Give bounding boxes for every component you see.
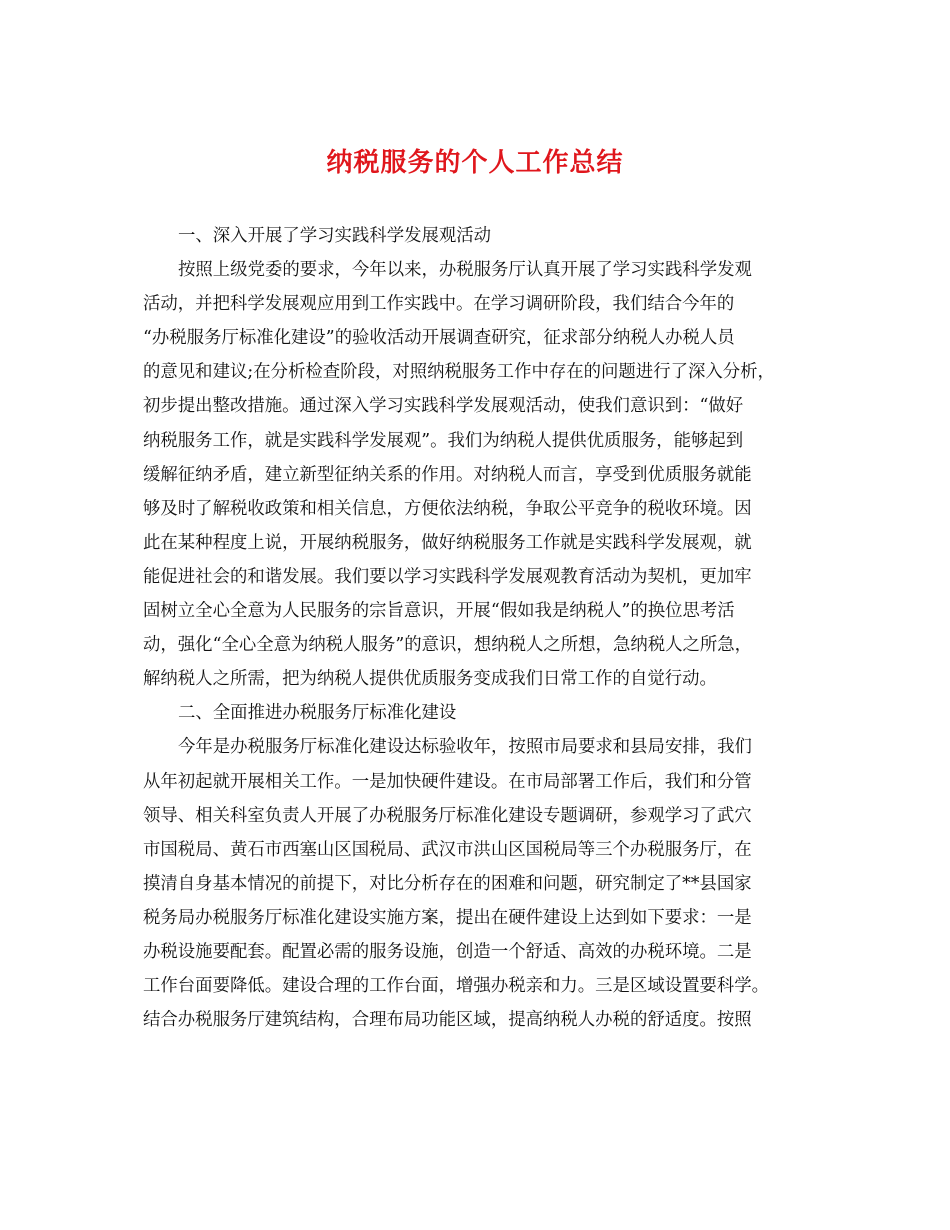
document-body (143, 219, 811, 1037)
document-title: 纳税服务的个人工作总结 (326, 148, 624, 178)
paragraph-line: 领导、相关科室负责人开展了办税服务厅标准化建设专题调研，参观学习了武穴 (143, 805, 752, 826)
paragraph-line: 按照上级党委的要求，今年以来，办税服务厅认真开展了学习实践科学发观 (178, 260, 752, 281)
section-heading: 一、深入开展了学习实践科学发展观活动 (178, 226, 492, 246)
paragraph-line: 今年是办税服务厅标准化建设达标验收年，按照市局要求和县局安排，我们 (178, 737, 752, 758)
paragraph-line: 纳税服务工作，就是实践科学发展观”。我们为纳税人提供优质服务，能够起到 (143, 430, 744, 451)
section-heading: 二、全面推进办税服务厅标准化建设 (178, 703, 457, 724)
paragraph-line: 固树立全心全意为人民服务的宗旨意识，开展“假如我是纳税人”的换位思考活 (143, 601, 735, 622)
paragraph-line: 初步提出整改措施。通过深入学习实践科学发展观活动，使我们意识到：“做好 (143, 396, 744, 417)
paragraph-line: 摸清自身基本情况的前提下，对比分析存在的困难和问题，研究制定了**县国家 (143, 873, 752, 894)
paragraph-line: 结合办税服务厅建筑结构，合理布局功能区域，提高纳税人办税的舒适度。按照 (143, 1010, 752, 1031)
paragraph-line: 动，强化“全心全意为纳税人服务”的意识，想纳税人之所想，急纳税人之所急， (143, 635, 753, 656)
paragraph-line: 此在某种程度上说，开展纳税服务，做好纳税服务工作就是实践科学发展观，就 (143, 532, 752, 553)
paragraph-line: 办税设施要配套。配置必需的服务设施，创造一个舒适、高效的办税环境。二是 (143, 941, 752, 962)
paragraph-line: 解纳税人之所需，把为纳税人提供优质服务变成我们日常工作的自觉行动。 (143, 669, 717, 690)
paragraph-line: 缓解征纳矛盾，建立新型征纳关系的作用。对纳税人而言，享受到优质服务就能 (143, 464, 752, 485)
paragraph-line: 工作台面要降低。建设合理的工作台面，增强办税亲和力。三是区域设置要科学。 (143, 976, 770, 997)
paragraph-line: 的意见和建议;在分析检查阶段，对照纳税服务工作中存在的问题进行了深入分析， (143, 362, 775, 383)
paragraph-line: “办税服务厅标准化建设”的验收活动开展调查研究，征求部分纳税人办税人员 (143, 328, 735, 349)
paragraph-line: 市国税局、黄石市西塞山区国税局、武汉市洪山区国税局等三个办税服务厅，在 (143, 839, 752, 860)
paragraph-line: 活动，并把科学发展观应用到工作实践中。在学习调研阶段，我们结合今年的 (143, 294, 735, 315)
paragraph-line: 能促进社会的和谐发展。我们要以学习实践科学发展观教育活动为契机，更加牢 (143, 566, 752, 587)
paragraph-line: 税务局办税服务厅标准化建设实施方案，提出在硬件建设上达到如下要求：一是 (143, 907, 752, 928)
paragraph-line: 从年初起就开展相关工作。一是加快硬件建设。在市局部署工作后，我们和分管 (143, 771, 752, 792)
paragraph-line: 够及时了解税收政策和相关信息，方便依法纳税，争取公平竞争的税收环境。因 (143, 498, 752, 519)
